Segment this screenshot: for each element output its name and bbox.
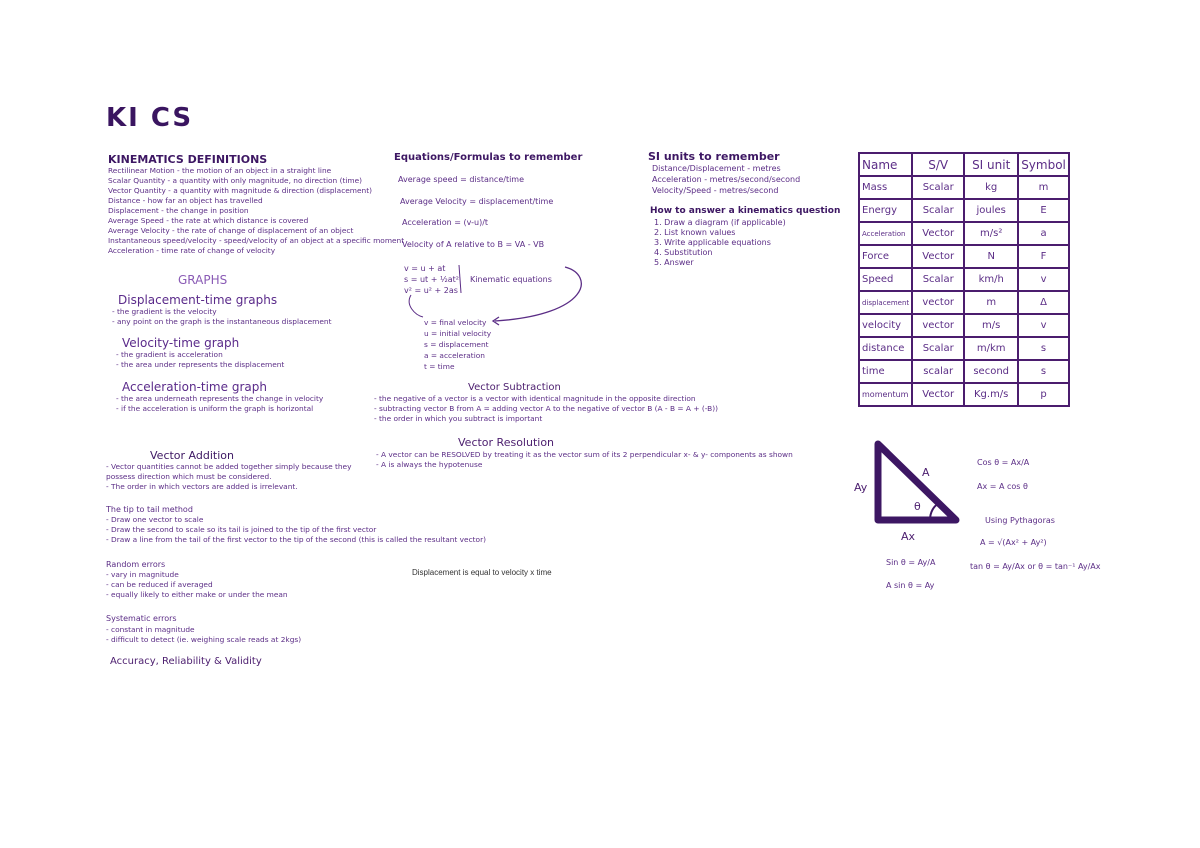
note-line: - if the acceleration is uniform the graph is horizontal [116, 404, 314, 413]
note-line: - Draw one vector to scale [106, 515, 204, 524]
table-cell: velocity [859, 314, 912, 337]
table-row [859, 291, 1069, 314]
table-row [859, 268, 1069, 291]
accuracy-reliability-validity: Accuracy, Reliability & Validity [110, 656, 262, 667]
definition-item: Acceleration - time rate of change of velocity [108, 246, 276, 255]
table-cell: m [1018, 176, 1069, 199]
note-line: - equally likely to either make or under the mean [106, 590, 288, 599]
table-cell: a [1018, 222, 1069, 245]
vector-addition-notes [106, 462, 351, 492]
relative-velocity-formula: Velocity of A relative to B = VA - VB [402, 240, 545, 249]
at-graph-heading: Acceleration-time graph [122, 380, 267, 394]
table-cell: time [859, 360, 912, 383]
tan-formula: tan θ = Ay/Ax or θ = tan⁻¹ Ay/Ax [970, 562, 1101, 571]
avg-speed-formula: Average speed = distance/time [398, 175, 525, 184]
systematic-errors-heading: Systematic errors [106, 614, 177, 623]
table-cell: Scalar [912, 199, 964, 222]
table-cell: scalar [912, 360, 964, 383]
definition-item: Scalar Quantity - a quantity with only magnitude, no direction (time) [108, 176, 363, 185]
table-cell: km/h [964, 268, 1018, 291]
table-row [859, 337, 1069, 360]
table-cell: m/s² [964, 222, 1018, 245]
table-cell: Scalar [912, 176, 964, 199]
table-cell: m/s [964, 314, 1018, 337]
note-line: - constant in magnitude [106, 625, 195, 634]
definition-item: Displacement - the change in position [108, 206, 249, 215]
vt-graph-notes [116, 350, 284, 370]
table-header-cell: S/V [912, 153, 964, 176]
kinematic-label: Kinematic equations [470, 275, 552, 284]
answer-steps [654, 218, 786, 268]
cos-formula: Cos θ = Ax/A [977, 458, 1030, 467]
definition-item: Rectilinear Motion - the motion of an object in a straight line [108, 166, 332, 175]
vt-graph-heading: Velocity-time graph [122, 336, 240, 350]
table-cell: vector [912, 291, 964, 314]
systematic-errors-notes [106, 625, 301, 645]
note-line: - A vector can be RESOLVED by treating it as the vector sum of its 2 perpendicular x- & y- components as shown [376, 450, 793, 459]
vector-subtraction-heading: Vector Subtraction [468, 382, 561, 393]
table-cell: second [964, 360, 1018, 383]
kinematic-eq: v = u + at [404, 264, 446, 273]
note-line: - Vector quantities cannot be added together simply because they [106, 462, 352, 471]
si-unit-item: Acceleration - metres/second/second [652, 175, 801, 184]
pythagoras-formula: A = √(Ax² + Ay²) [980, 538, 1047, 547]
definition-item: Vector Quantity - a quantity with magnitude & direction (displacement) [108, 186, 373, 195]
definitions-heading: KINEMATICS DEFINITIONS [108, 153, 268, 166]
note-line: - any point on the graph is the instantaneous displacement [112, 317, 332, 326]
table-cell: Acceleration [859, 222, 912, 245]
table-row [859, 176, 1069, 199]
table-cell: v [1018, 268, 1069, 291]
vector-subtraction-notes [374, 394, 718, 424]
note-line: - A is always the hypotenuse [376, 460, 483, 469]
answer-step: 4. Substitution [654, 248, 713, 257]
definition-item: Average Velocity - the rate of change of displacement of an object [108, 226, 354, 235]
table-row [859, 222, 1069, 245]
note-line: possess direction which must be considered. [106, 472, 272, 481]
answer-heading: How to answer a kinematics question [650, 206, 841, 216]
table-cell: displacement [859, 291, 912, 314]
page-title: KI CS [106, 103, 194, 133]
table-header-cell: SI unit [964, 153, 1018, 176]
table-row [859, 199, 1069, 222]
acceleration-formula: Acceleration = (v-u)/t [402, 218, 489, 227]
table-cell: joules [964, 199, 1018, 222]
table-cell: momentum [859, 383, 912, 406]
table-cell: Δ [1018, 291, 1069, 314]
note-line: - the order in which you subtract is important [374, 414, 543, 423]
table-cell: E [1018, 199, 1069, 222]
note-line: - the negative of a vector is a vector with identical magnitude in the opposite direction [374, 394, 696, 403]
kinematic-eq: s = ut + ½at² [404, 275, 459, 284]
asin-formula: A sin θ = Ay [886, 581, 935, 590]
table-cell: p [1018, 383, 1069, 406]
definition-item: Instantaneous speed/velocity - speed/velocity of an object at a specific moment [108, 236, 405, 245]
at-graph-notes [116, 394, 323, 414]
table-header-cell: Symbol [1018, 153, 1069, 176]
quantities-table [858, 152, 1070, 407]
dt-graph-heading: Displacement-time graphs [118, 293, 278, 307]
table-cell: distance [859, 337, 912, 360]
table-header-cell: Name [859, 153, 912, 176]
triangle-label-theta: θ [914, 500, 921, 513]
table-row [859, 360, 1069, 383]
typed-note: Displacement is equal to velocity x time [412, 568, 552, 577]
definition-item: Distance - how far an object has travelled [108, 196, 263, 205]
table-cell: Kg.m/s [964, 383, 1018, 406]
si-units-heading: SI units to remember [648, 150, 780, 163]
note-line: - vary in magnitude [106, 570, 179, 579]
si-unit-item: Distance/Displacement - metres [652, 164, 781, 173]
kinematic-eq: v² = u² + 2as [404, 286, 458, 295]
table-cell: Scalar [912, 337, 964, 360]
note-line: - difficult to detect (ie. weighing scale reads at 2kgs) [106, 635, 302, 644]
table-cell: Vector [912, 383, 964, 406]
si-unit-item: Velocity/Speed - metres/second [652, 186, 779, 195]
note-line: - the gradient is acceleration [116, 350, 223, 359]
note-line: - the gradient is the velocity [112, 307, 217, 316]
table-row [859, 383, 1069, 406]
table-cell: vector [912, 314, 964, 337]
vector-addition-heading: Vector Addition [150, 449, 234, 462]
table-row [859, 314, 1069, 337]
vector-resolution-notes [376, 450, 793, 470]
variable-item: a = acceleration [424, 351, 485, 360]
note-line: - Draw the second to scale so its tail is joined to the tip of the first vector [106, 525, 377, 534]
table-cell: Speed [859, 268, 912, 291]
pythagoras-heading: Using Pythagoras [985, 516, 1055, 525]
variable-item: s = displacement [424, 340, 489, 349]
note-line: - the area underneath represents the change in velocity [116, 394, 324, 403]
note-line: - the area under represents the displacement [116, 360, 285, 369]
answer-step: 2. List known values [654, 228, 736, 237]
sin-formula: Sin θ = Ay/A [886, 558, 936, 567]
equations-heading: Equations/Formulas to remember [394, 152, 583, 163]
table-cell: Vector [912, 222, 964, 245]
definitions-list [108, 166, 404, 256]
tip-to-tail-heading: The tip to tail method [106, 505, 193, 514]
table-cell: Energy [859, 199, 912, 222]
random-errors-notes [106, 570, 288, 600]
ax-formula: Ax = A cos θ [977, 482, 1028, 491]
answer-step: 1. Draw a diagram (if applicable) [654, 218, 786, 227]
table-cell: Scalar [912, 268, 964, 291]
tip-to-tail-notes [106, 515, 486, 545]
table-cell: m/km [964, 337, 1018, 360]
note-line: - Draw a line from the tail of the first vector to the tip of the second (this is called the resultant vector) [106, 535, 487, 544]
definition-item: Average Speed - the rate at which distance is covered [108, 216, 309, 225]
table-cell: s [1018, 337, 1069, 360]
variable-item: t = time [424, 362, 455, 371]
note-line: - subtracting vector B from A = adding vector A to the negative of vector B (A - B = A + (-B)) [374, 404, 718, 413]
note-line: - The order in which vectors are added is irrelevant. [106, 482, 298, 491]
si-units-list [652, 163, 800, 196]
answer-step: 5. Answer [654, 258, 694, 267]
answer-step: 3. Write applicable equations [654, 238, 771, 247]
table-cell: s [1018, 360, 1069, 383]
note-line: - can be reduced if averaged [106, 580, 213, 589]
triangle-label-ay: Ay [854, 481, 868, 494]
triangle-label-ax: Ax [901, 530, 916, 543]
table-cell: Force [859, 245, 912, 268]
table-cell: F [1018, 245, 1069, 268]
table-header-row [859, 153, 1069, 176]
random-errors-heading: Random errors [106, 560, 166, 569]
dt-graph-notes [112, 307, 331, 327]
variable-definitions [424, 317, 491, 372]
table-cell: Vector [912, 245, 964, 268]
vector-resolution-heading: Vector Resolution [458, 436, 555, 449]
table-cell: m [964, 291, 1018, 314]
table-cell: N [964, 245, 1018, 268]
table-row [859, 245, 1069, 268]
table-cell: kg [964, 176, 1018, 199]
variable-item: v = final velocity [424, 318, 487, 327]
graphs-heading: GRAPHS [178, 273, 228, 287]
table-cell: v [1018, 314, 1069, 337]
triangle-label-a: A [922, 466, 930, 479]
table-cell: Mass [859, 176, 912, 199]
avg-velocity-formula: Average Velocity = displacement/time [400, 197, 554, 206]
variable-item: u = initial velocity [424, 329, 492, 338]
